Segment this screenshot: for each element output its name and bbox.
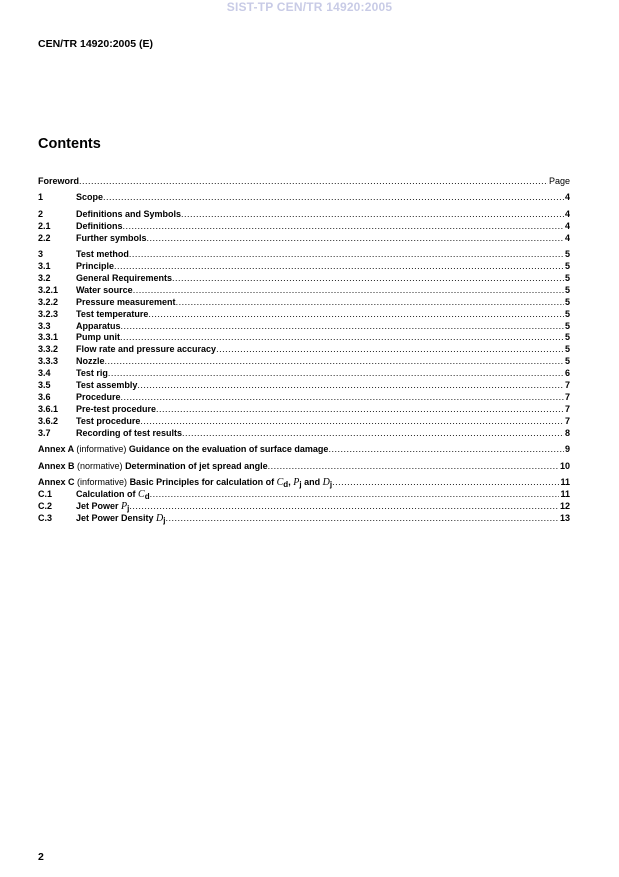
toc-title: General Requirements bbox=[76, 273, 173, 284]
toc-number: 3.3.3 bbox=[38, 356, 59, 367]
toc-page-number: 11 bbox=[560, 488, 570, 499]
toc-page-number: 10 bbox=[559, 460, 570, 471]
toc-number: 2.1 bbox=[38, 220, 51, 231]
toc-page-number: 4 bbox=[564, 220, 570, 231]
toc-title: Foreword bbox=[38, 176, 80, 186]
toc-row[interactable] bbox=[38, 249, 570, 261]
toc-title: Pump unit bbox=[76, 332, 120, 343]
dot-leader bbox=[147, 233, 564, 245]
toc-row-annex-b[interactable] bbox=[38, 461, 570, 473]
toc-row[interactable] bbox=[38, 404, 570, 416]
toc-title: Test rig bbox=[76, 368, 108, 379]
toc-title: Nozzle bbox=[76, 356, 105, 367]
toc-number: 3.2.1 bbox=[38, 284, 59, 295]
toc-title: Definitions and Symbols bbox=[76, 208, 182, 219]
dot-leader bbox=[114, 261, 564, 273]
toc-title: Calculation of $C_d$ bbox=[76, 488, 150, 501]
dot-leader bbox=[268, 461, 559, 473]
toc-page-number: 11 bbox=[560, 477, 570, 488]
toc-number: C.1 bbox=[38, 488, 53, 499]
page-title: Contents bbox=[38, 136, 101, 152]
toc-page-number: 12 bbox=[559, 500, 570, 511]
toc-page-number: 7 bbox=[564, 391, 570, 402]
toc-title: Further symbols bbox=[76, 232, 147, 243]
toc-title: Pre-test procedure bbox=[76, 403, 157, 414]
toc-page-number: 5 bbox=[564, 332, 570, 343]
toc-number: 2 bbox=[38, 208, 44, 219]
footer-page-number: 2 bbox=[38, 851, 44, 863]
toc-title: Pressure measurement bbox=[76, 296, 176, 307]
dot-leader bbox=[332, 477, 559, 489]
toc-page-number: 7 bbox=[564, 380, 570, 391]
dot-leader bbox=[328, 444, 564, 456]
toc-row[interactable] bbox=[38, 321, 570, 333]
toc-row[interactable] bbox=[38, 332, 570, 344]
toc-row[interactable] bbox=[38, 380, 570, 392]
toc-row[interactable] bbox=[38, 233, 570, 245]
dot-leader bbox=[103, 192, 564, 204]
toc-page-number: 8 bbox=[564, 427, 570, 438]
dot-leader bbox=[121, 321, 564, 333]
dot-leader bbox=[105, 356, 564, 368]
toc-number: 3.3 bbox=[38, 320, 51, 331]
toc-row[interactable] bbox=[38, 192, 570, 204]
dot-leader bbox=[133, 285, 564, 297]
dot-leader bbox=[181, 209, 564, 221]
toc-row[interactable] bbox=[38, 392, 570, 404]
toc-title: Definitions bbox=[76, 220, 123, 231]
toc-title: Flow rate and pressure accuracy bbox=[76, 344, 217, 355]
toc-page-number: 5 bbox=[564, 273, 570, 284]
toc-row[interactable] bbox=[38, 368, 570, 380]
dot-leader bbox=[121, 392, 564, 404]
dot-leader bbox=[129, 249, 564, 261]
toc-title: Annex C (informative) Basic Principles for calculation of $C_d$, $P_j$ and $D_j$ bbox=[38, 477, 333, 490]
dot-leader bbox=[216, 344, 564, 356]
toc-title: Jet Power $P_j$ bbox=[76, 500, 130, 513]
toc-row-foreword[interactable] bbox=[38, 176, 570, 188]
toc-row-c2[interactable] bbox=[38, 501, 570, 513]
dot-leader bbox=[156, 404, 564, 416]
dot-leader bbox=[108, 368, 564, 380]
table-of-contents bbox=[38, 176, 570, 525]
toc-row[interactable] bbox=[38, 428, 570, 440]
dot-leader bbox=[129, 501, 559, 513]
toc-number: 3.6 bbox=[38, 391, 51, 402]
toc-title: Scope bbox=[76, 192, 104, 203]
toc-number: 3.2 bbox=[38, 273, 51, 284]
document-id-header: CEN/TR 14920:2005 (E) bbox=[38, 38, 153, 50]
toc-row[interactable] bbox=[38, 344, 570, 356]
toc-number: 3.4 bbox=[38, 368, 51, 379]
toc-page-number: 5 bbox=[564, 356, 570, 367]
toc-page-number: 4 bbox=[564, 232, 570, 243]
toc-row[interactable] bbox=[38, 309, 570, 321]
dot-leader bbox=[166, 513, 559, 525]
toc-row-c1[interactable] bbox=[38, 489, 570, 501]
toc-number: C.2 bbox=[38, 500, 53, 511]
toc-title: Jet Power Density $D_j$ bbox=[76, 512, 166, 525]
toc-page-number: 5 bbox=[564, 296, 570, 307]
dot-leader bbox=[123, 221, 564, 233]
toc-page-number: 6 bbox=[564, 368, 570, 379]
toc-row[interactable] bbox=[38, 297, 570, 309]
dot-leader bbox=[172, 273, 564, 285]
dot-leader bbox=[140, 416, 564, 428]
toc-row-annex-a[interactable] bbox=[38, 444, 570, 456]
toc-number: 3.2.2 bbox=[38, 296, 59, 307]
toc-row[interactable] bbox=[38, 273, 570, 285]
toc-row[interactable] bbox=[38, 209, 570, 221]
toc-row-annex-c[interactable] bbox=[38, 477, 570, 489]
toc-title: Test method bbox=[76, 249, 129, 260]
toc-page-number: 5 bbox=[564, 344, 570, 355]
toc-title: Test procedure bbox=[76, 415, 141, 426]
dot-leader bbox=[148, 309, 564, 321]
toc-title: Annex B (normative) Determination of jet spread angle bbox=[38, 460, 268, 471]
toc-number: 3 bbox=[38, 249, 44, 260]
dot-leader bbox=[176, 297, 564, 309]
toc-row[interactable] bbox=[38, 221, 570, 233]
toc-page-number: 4 bbox=[564, 208, 570, 219]
toc-number: 2.2 bbox=[38, 232, 51, 243]
watermark: SIST-TP CEN/TR 14920:2005 bbox=[226, 0, 393, 14]
toc-page-number: 5 bbox=[564, 249, 570, 260]
toc-row[interactable] bbox=[38, 416, 570, 428]
toc-title: Water source bbox=[76, 284, 133, 295]
toc-number: 3.5 bbox=[38, 380, 51, 391]
toc-page-number: 7 bbox=[564, 415, 570, 426]
toc-number: 3.2.3 bbox=[38, 308, 59, 319]
toc-page-number: 5 bbox=[564, 261, 570, 272]
toc-page-number: 4 bbox=[564, 192, 570, 203]
toc-row-c3[interactable] bbox=[38, 513, 570, 525]
toc-page-number: 5 bbox=[564, 284, 570, 295]
toc-number: 1 bbox=[38, 192, 44, 203]
toc-title: Test temperature bbox=[76, 308, 149, 319]
toc-page-number: 9 bbox=[564, 444, 570, 455]
toc-number: 3.6.1 bbox=[38, 403, 59, 414]
page-column-label: Page bbox=[548, 176, 570, 186]
toc-page-number: 5 bbox=[564, 320, 570, 331]
toc-title: Recording of test results bbox=[76, 427, 183, 438]
toc-number: 3.7 bbox=[38, 427, 51, 438]
toc-page-number: 13 bbox=[559, 512, 570, 523]
dot-leader bbox=[137, 380, 564, 392]
toc-row[interactable] bbox=[38, 285, 570, 297]
toc-title: Apparatus bbox=[76, 320, 121, 331]
dot-leader bbox=[150, 489, 560, 501]
toc-number: 3.3.1 bbox=[38, 332, 59, 343]
dot-leader bbox=[79, 176, 548, 188]
toc-title: Annex A (informative) Guidance on the evaluation of surface damage bbox=[38, 444, 329, 455]
toc-page-number: 5 bbox=[564, 308, 570, 319]
toc-number: C.3 bbox=[38, 512, 53, 523]
toc-number: 3.1 bbox=[38, 261, 51, 272]
toc-row[interactable] bbox=[38, 261, 570, 273]
toc-row[interactable] bbox=[38, 356, 570, 368]
toc-title: Principle bbox=[76, 261, 115, 272]
toc-number: 3.6.2 bbox=[38, 415, 59, 426]
dot-leader bbox=[182, 428, 564, 440]
dot-leader bbox=[120, 332, 564, 344]
toc-title: Test assembly bbox=[76, 380, 138, 391]
toc-page-number: 7 bbox=[564, 403, 570, 414]
toc-title: Procedure bbox=[76, 391, 121, 402]
toc-number: 3.3.2 bbox=[38, 344, 59, 355]
